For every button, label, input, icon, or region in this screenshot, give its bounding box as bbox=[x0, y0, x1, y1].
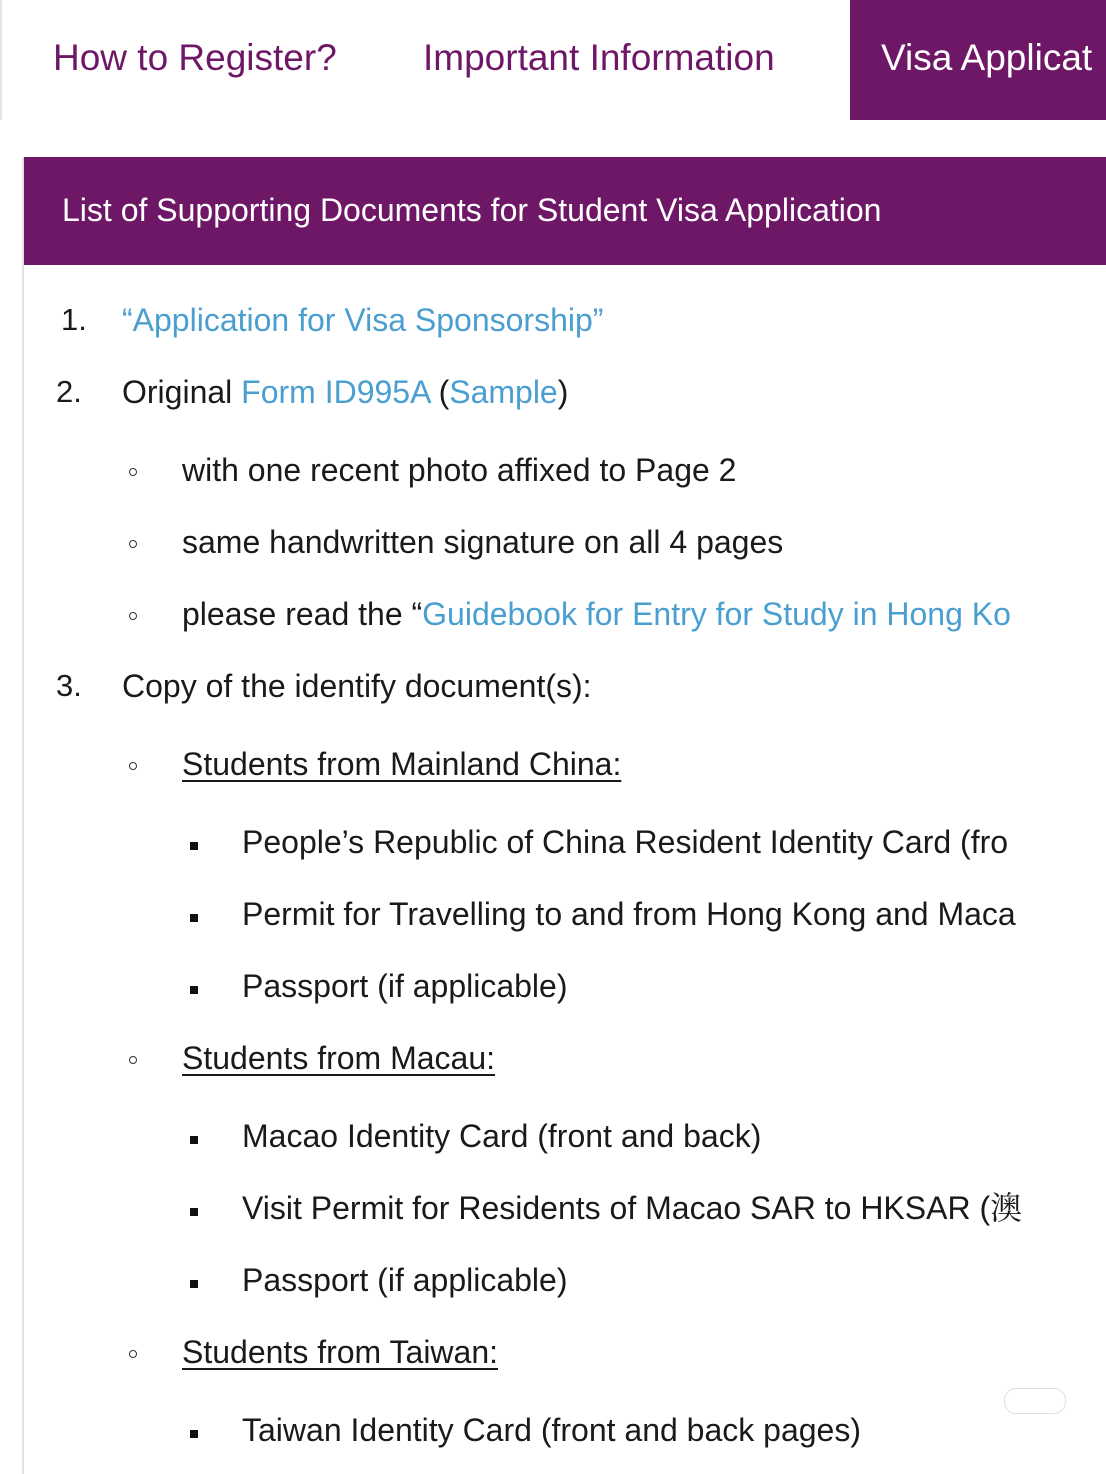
doc-item: Permit for Travelling to and from Hong Kong and Maca bbox=[242, 896, 1016, 932]
square-bullet-icon bbox=[190, 986, 198, 994]
doc-item: Macao Identity Card (front and back) bbox=[242, 1118, 762, 1154]
visa-sponsorship-link[interactable]: “Application for Visa Sponsorship” bbox=[122, 302, 604, 338]
top-nav bbox=[0, 0, 1106, 120]
circle-bullet-icon bbox=[129, 1056, 137, 1064]
circle-bullet-icon bbox=[129, 612, 137, 620]
square-bullet-icon bbox=[190, 914, 198, 922]
doc-item: Passport (if applicable) bbox=[242, 1262, 568, 1298]
doc-item: Taiwan Identity Card (front and back pages) bbox=[242, 1412, 861, 1448]
group-heading-macau: Students from Macau: bbox=[182, 1040, 496, 1076]
watermark-badge bbox=[1004, 1388, 1066, 1414]
square-bullet-icon bbox=[190, 1280, 198, 1288]
list-item-1 bbox=[122, 300, 603, 340]
sample-link[interactable]: Sample bbox=[449, 374, 558, 410]
circle-bullet-icon bbox=[129, 762, 137, 770]
list-number-2: 2. bbox=[56, 374, 82, 409]
circle-bullet-icon bbox=[129, 540, 137, 548]
panel-title: List of Supporting Documents for Student Visa Application bbox=[24, 157, 1106, 265]
original-label: Original bbox=[122, 374, 242, 410]
guidebook-link[interactable]: Guidebook for Entry for Study in Hong Ko bbox=[422, 596, 1011, 632]
doc-item: People’s Republic of China Resident Identity Card (fro bbox=[242, 824, 1009, 860]
square-bullet-icon bbox=[190, 1208, 198, 1216]
tab-important-information[interactable]: Important Information bbox=[423, 37, 775, 78]
open-paren: ( bbox=[429, 374, 450, 410]
list-number-1: 1. bbox=[61, 302, 87, 337]
list-number-3: 3. bbox=[56, 668, 82, 703]
circle-bullet-icon bbox=[129, 468, 137, 476]
doc-item: Visit Permit for Residents of Macao SAR to HKSAR (澳 bbox=[242, 1190, 1023, 1226]
close-paren: ) bbox=[557, 374, 569, 410]
tab-how-to-register[interactable]: How to Register? bbox=[53, 37, 337, 78]
square-bullet-icon bbox=[190, 1136, 198, 1144]
tab-visa-application[interactable]: Visa Applicat bbox=[850, 0, 1106, 120]
subitem-photo: with one recent photo affixed to Page 2 bbox=[182, 452, 737, 488]
subitem-signature: same handwritten signature on all 4 pages bbox=[182, 524, 784, 560]
square-bullet-icon bbox=[190, 842, 198, 850]
group-heading-taiwan: Students from Taiwan: bbox=[182, 1334, 499, 1370]
square-bullet-icon bbox=[190, 1430, 198, 1438]
subitem-guidebook bbox=[182, 594, 1011, 634]
list-item-2 bbox=[122, 372, 568, 412]
list-item-3: Copy of the identify document(s): bbox=[122, 668, 592, 704]
circle-bullet-icon bbox=[129, 1350, 137, 1358]
guidebook-prefix: please read the “ bbox=[182, 596, 423, 632]
form-id995a-link[interactable]: Form ID995A bbox=[241, 374, 430, 410]
doc-item: Passport (if applicable) bbox=[242, 968, 568, 1004]
group-heading-mainland: Students from Mainland China: bbox=[182, 746, 622, 782]
